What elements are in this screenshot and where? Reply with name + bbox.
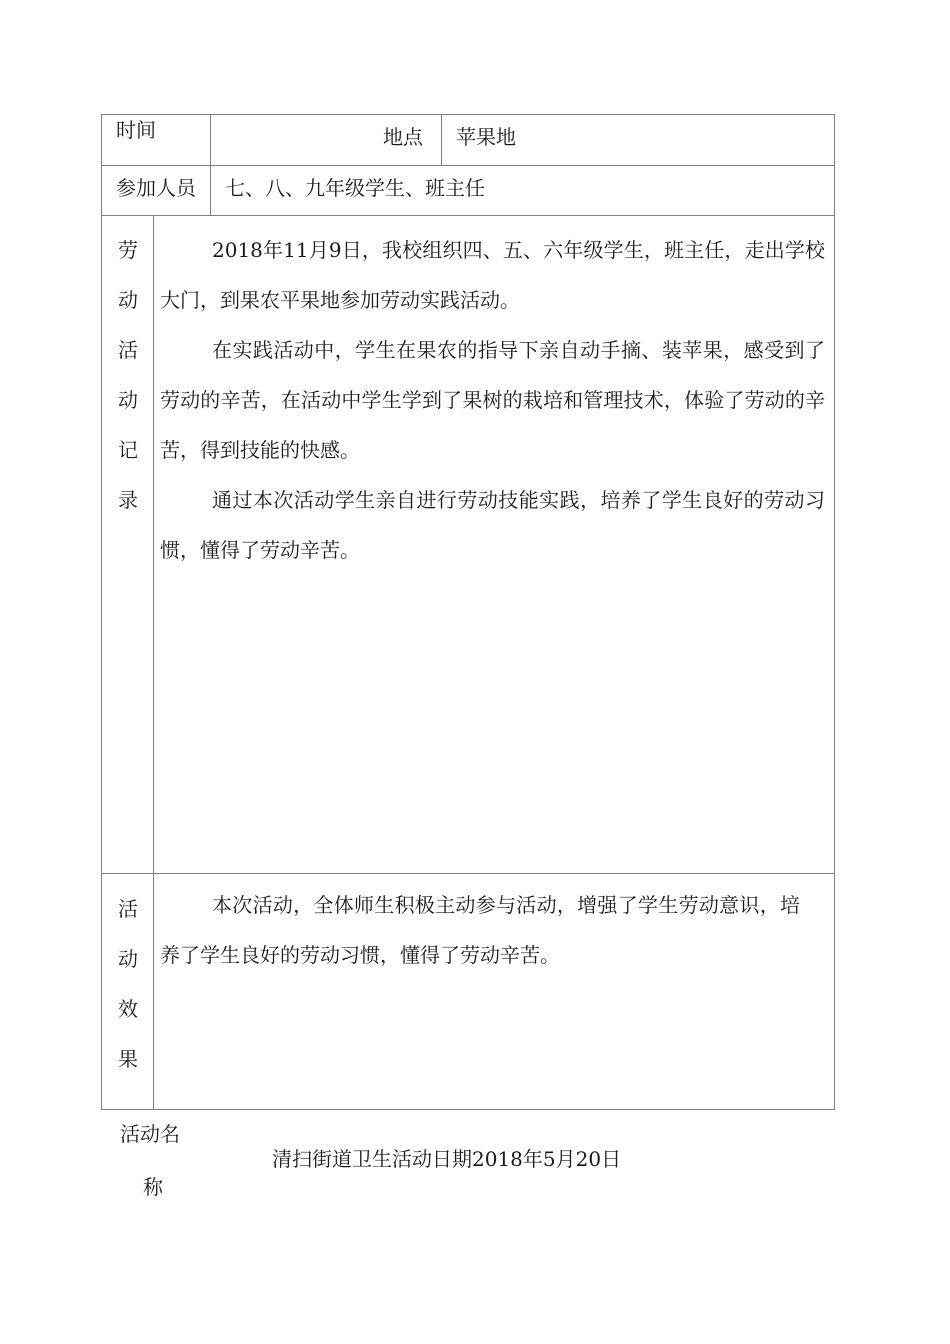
table-border-top [101,114,835,115]
col-divider-record [153,215,154,1110]
effect-label-char: 果 [118,1047,138,1071]
effect-label-char: 动 [118,947,138,971]
place-value: 苹果地 [456,125,516,149]
row-divider-1 [101,165,835,166]
col-divider-place [441,114,442,166]
record-label-char: 劳 [118,238,138,262]
table-border-left [101,114,102,1110]
participants-label: 参加人员 [116,176,196,200]
effect-paragraph: 本次活动，全体师生积极主动参与活动，增强了学生劳动意识，培养了学生良好的劳动习惯，懂得了劳动辛苦。 [160,893,800,967]
record-paragraph: 2018年11月9日，我校组织四、五、六年级学生，班主任，走出学校大门，到果农平果地参加劳动实践活动。 [160,238,825,312]
record-label-char: 记 [118,438,138,462]
participants-value: 七、八、九年级学生、班主任 [225,176,485,200]
record-label-char: 动 [118,388,138,412]
col-divider-participants [210,165,211,216]
activity-name-label-line2: 称 [143,1175,163,1199]
effect-vertical-label [113,884,143,1084]
record-label-char: 动 [118,288,138,312]
table-border-right [834,114,835,1110]
col-divider-time [210,114,211,166]
activity-name-label-line1: 活动名 [120,1122,180,1146]
record-label-char: 录 [118,488,138,512]
table-border-bottom [101,1109,835,1110]
place-label: 地点 [383,125,423,149]
effect-label-char: 活 [118,897,138,921]
record-vertical-label [113,225,143,525]
row-divider-3 [101,873,835,874]
effect-label-char: 效 [118,997,138,1021]
activity-line: 清扫街道卫生活动日期2018年5月20日 [272,1147,622,1171]
time-label: 时间 [116,118,156,142]
record-paragraph: 通过本次活动学生亲自进行劳动技能实践，培养了学生良好的劳动习惯，懂得了劳动辛苦。 [160,488,825,562]
record-text [160,225,825,575]
effect-text [160,880,800,980]
record-label-char: 活 [118,338,138,362]
row-divider-2 [101,215,835,216]
record-paragraph: 在实践活动中，学生在果农的指导下亲自动手摘、装苹果，感受到了劳动的辛苦，在活动中学生学到了果树的栽培和管理技术，体验了劳动的辛苦，得到技能的快感。 [160,338,825,462]
